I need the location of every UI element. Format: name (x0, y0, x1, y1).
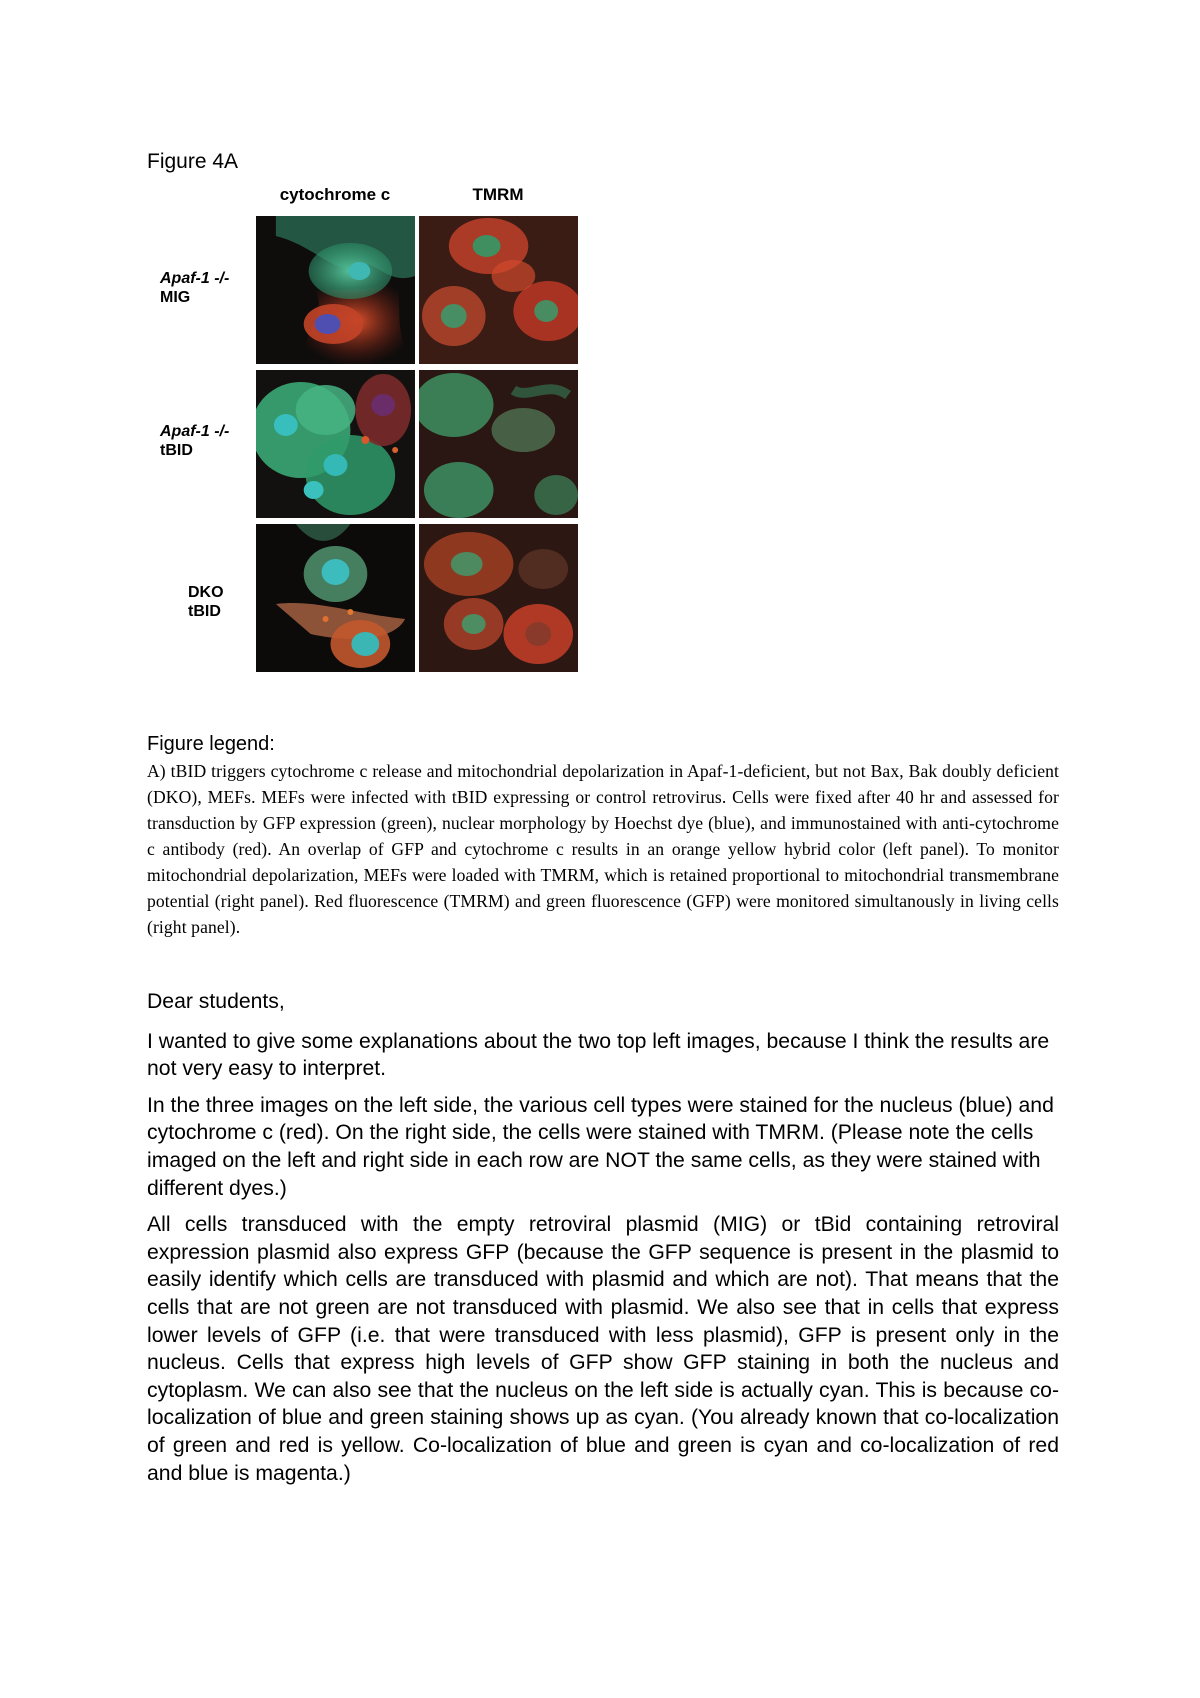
row-label-line2: tBID (188, 603, 221, 620)
micrograph-apaf1-mig-cytochrome-c (256, 216, 415, 364)
row-label-line1: Apaf-1 -/- (160, 270, 230, 287)
micrograph-dko-tbid-tmrm (419, 524, 578, 672)
micrograph-figure (160, 185, 590, 695)
micrograph-apaf1-mig-tmrm (419, 216, 578, 364)
letter-greeting: Dear students, (147, 990, 285, 1013)
legend-text: A) tBID triggers cytochrome c release and mitochondrial depolarization in Apaf-1-deficient, but not Bax, Bak doubly deficient (DKO), MEFs. MEFs were infected with tBID expressing or control retrovirus. Cells were fixed after 40 hr and assessed for transduction by GFP expression (green), nuclear morphology by Hoechst dye (blue), and immunostained with anti-cytochrome c antibody (red). An overlap of GFP and cytochrome c results in an orange yellow hybrid color (left panel). To monitor mitochondrial depolarization, MEFs were loaded with TMRM, which is retained proportional to mitochondrial transmembrane potential (right panel). Red fluorescence (TMRM) and green fluorescence (GFP) were monitored simultanously in living cells (right panel). (147, 761, 1059, 937)
micrograph-apaf1-tbid-tmrm (419, 370, 578, 518)
legend-title: Figure legend: (147, 733, 275, 755)
row-label-line2: tBID (160, 442, 193, 459)
row-label-line2: MIG (160, 289, 191, 306)
row-label-dko-tbid (188, 583, 224, 621)
micrograph-apaf1-tbid-cytochrome-c (256, 370, 415, 518)
row-label-line1: Apaf-1 -/- (160, 423, 230, 440)
letter-paragraph-1: I wanted to give some explanations about the two top left images, because I think the results are not very easy to interpret. (147, 1029, 1050, 1081)
row-label-apaf1-tbid (160, 422, 229, 460)
letter-paragraph-3: All cells transduced with the empty retroviral plasmid (MIG) or tBid containing retroviral expression plasmid also express GFP (because the GFP sequence is present in the plasmid to easily identify which cells are transduced with plasmid and which are not). That means that the cells that are not green are not transduced with plasmid. We also see that in cells that express lower levels of GFP (i.e. that were transduced with less plasmid), GFP is present only in the nucleus. Cells that express high levels of GFP show GFP staining in both the nucleus and cytoplasm. We can also see that the nucleus on the left side is actually cyan. This is because co-localization of blue and green staining shows up as cyan. (You already known that co-localization of green and red is yellow. Co-localization of blue and green is cyan and co-localization of red and blue is magenta.) (147, 1213, 1059, 1485)
row-label-line1: DKO (188, 584, 224, 601)
letter-to-students (147, 988, 1059, 1496)
column-header-tmrm: TMRM (472, 185, 524, 204)
figure-label: Figure 4A (147, 150, 239, 173)
letter-paragraph-2: In the three images on the left side, the various cell types were stained for the nucleus (blue) and cytochrome c (red). On the right side, the cells were stained with TMRM. (Please note the cells imaged on the left and right side in each row are NOT the same cells, as they were stained with different dyes.) (147, 1093, 1054, 1200)
micrograph-dko-tbid-cytochrome-c (256, 524, 415, 672)
column-header-cytochrome-c: cytochrome c (279, 185, 391, 204)
row-label-apaf1-mig (160, 269, 229, 307)
